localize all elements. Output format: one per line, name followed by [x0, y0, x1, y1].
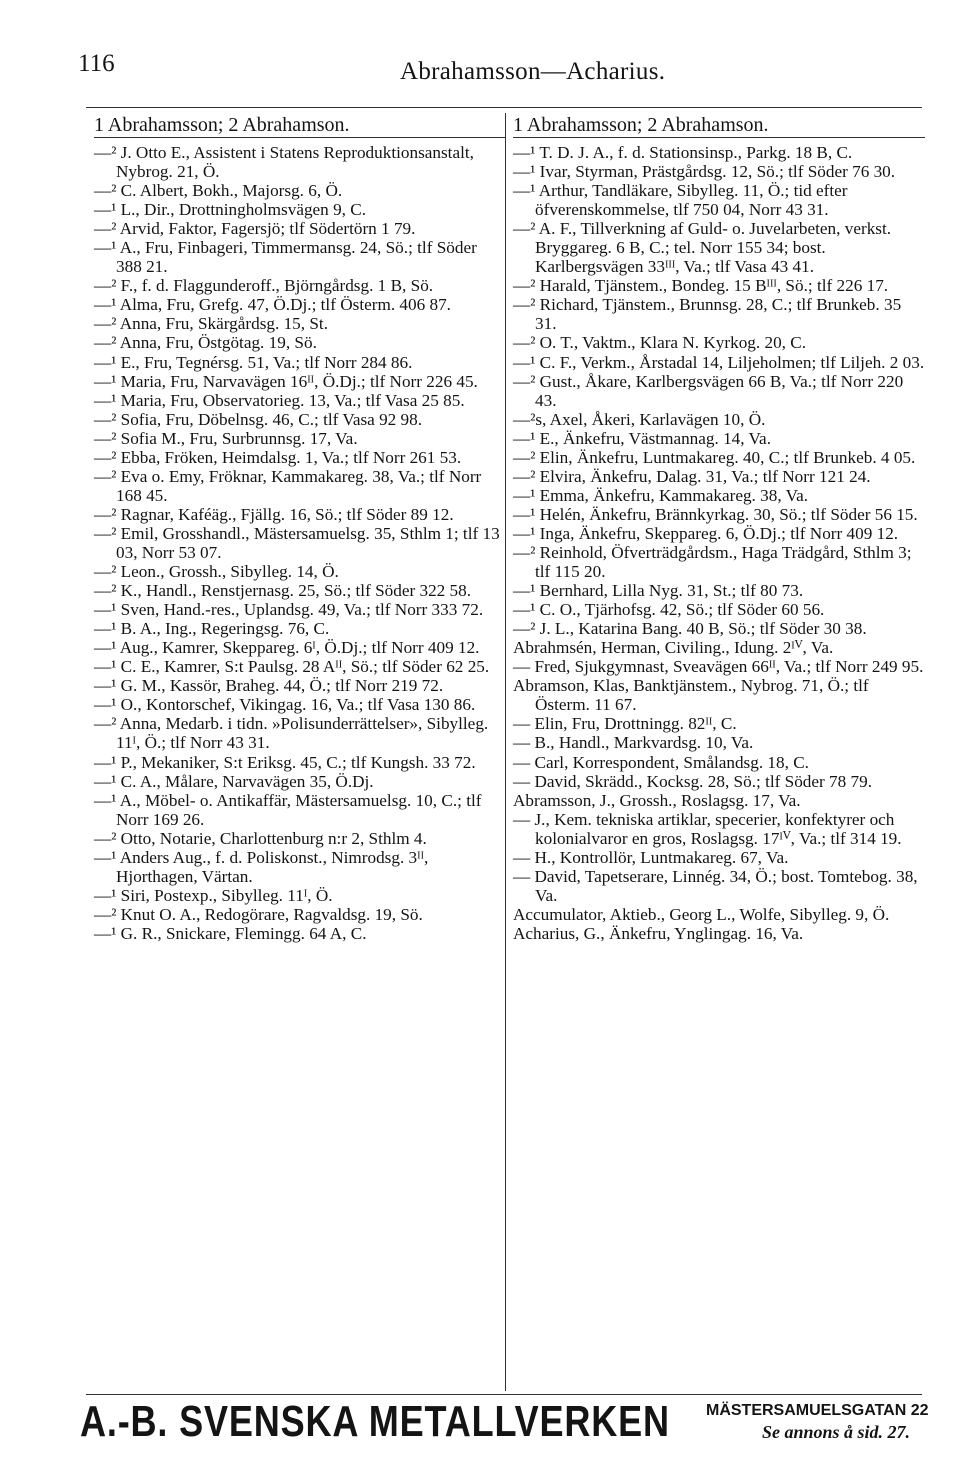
- directory-entry: —² Harald, Tjänstem., Bondeg. 15 Bᴵᴵᴵ, Sö.; tlf 226 17.: [513, 276, 889, 296]
- footer-rule: [86, 1394, 922, 1395]
- directory-entry: —¹ Emma, Änkefru, Kammakareg. 38, Va.: [513, 485, 809, 505]
- directory-entry: —¹ B. A., Ing., Regeringsg. 76, C.: [94, 619, 330, 639]
- directory-entry: — Fred, Sjukgymnast, Sveavägen 66ᴵᴵ, Va.; tlf Norr 249 95.: [513, 657, 924, 677]
- advertisement-banner: [80, 1398, 930, 1448]
- directory-entry: —¹ Sven, Hand.-res., Uplandsg. 49, Va.; tlf Norr 333 72.: [94, 600, 484, 620]
- directory-entry: —² Ebba, Fröken, Heimdalsg. 1, Va.; tlf Norr 261 53.: [94, 447, 462, 467]
- directory-entry: —² Emil, Grosshandl., Mästersamuelsg. 35, Sthlm 1; tlf 13 03, Norr 53 07.: [94, 523, 500, 562]
- directory-entry: —² F., f. d. Flaggunderoff., Björngårdsg. 1 B, Sö.: [94, 276, 434, 296]
- directory-entry: Abrahmsén, Herman, Civiling., Idung. 2ᴵⱽ, Va.: [513, 638, 834, 658]
- directory-entry: —¹ Siri, Postexp., Sibylleg. 11ᴵ, Ö.: [94, 885, 333, 905]
- directory-entry: —² A. F., Tillverkning af Guld- o. Juvelarbeten, verkst. Bryggareg. 6 B, C.; tel. Norr 155 34; bost. Karlbergsvägen 33ᴵᴵᴵ, Va.; tlf Vasa 43 41.: [513, 219, 892, 277]
- header-rule: [86, 107, 922, 108]
- directory-entry: —¹ Anders Aug., f. d. Poliskonst., Nimrodsg. 3ᴵᴵ, Hjorthagen, Värtan.: [94, 847, 429, 886]
- advertiser-address: MÄSTERSAMUELSGATAN 22: [706, 1402, 929, 1419]
- directory-entry: —¹ Aug., Kamrer, Skeppareg. 6ᴵ, Ö.Dj.; tlf Norr 409 12.: [94, 638, 480, 658]
- directory-entry: — B., Handl., Markvardsg. 10, Va.: [513, 733, 754, 753]
- directory-entry: —² Elin, Änkefru, Luntmakareg. 40, C.; tlf Brunkeb. 4 05.: [513, 447, 916, 467]
- directory-entry: —¹ Maria, Fru, Observatorieg. 13, Va.; tlf Vasa 25 85.: [94, 390, 465, 410]
- directory-entry: —¹ G. R., Snickare, Flemingg. 64 A, C.: [94, 923, 367, 943]
- directory-entry: Abramson, Klas, Banktjänstem., Nybrog. 71, Ö.; tlf Österm. 11 67.: [513, 676, 869, 715]
- directory-entry: —² Eva o. Emy, Fröknar, Kammakareg. 38, Va.; tlf Norr 168 45.: [94, 466, 482, 505]
- directory-entry: —¹ Helén, Änkefru, Brännkyrkag. 30, Sö.; tlf Söder 56 15.: [513, 504, 918, 524]
- directory-entry: —¹ C. E., Kamrer, S:t Paulsg. 28 Aᴵᴵ, Sö.; tlf Söder 62 25.: [94, 657, 490, 677]
- directory-entry: —¹ L., Dir., Drottningholmsvägen 9, C.: [94, 200, 367, 220]
- directory-entry: —² Arvid, Faktor, Fagersjö; tlf Södertörn 1 79.: [94, 219, 416, 239]
- directory-entry: —² Anna, Fru, Östgötag. 19, Sö.: [94, 333, 317, 353]
- directory-entry: —¹ A., Fru, Finbageri, Timmermansg. 24, Sö.; tlf Söder 388 21.: [94, 238, 477, 277]
- directory-entry: —² Otto, Notarie, Charlottenburg n:r 2, Sthlm 4.: [94, 828, 427, 848]
- directory-entry: —¹ Inga, Änkefru, Skeppareg. 6, Ö.Dj.; tlf Norr 409 12.: [513, 523, 899, 543]
- directory-entry: —¹ G. M., Kassör, Braheg. 44, Ö.; tlf Norr 219 72.: [94, 676, 444, 696]
- directory-entry: — Elin, Fru, Drottningg. 82ᴵᴵ, C.: [513, 714, 737, 734]
- directory-entry: —¹ Bernhard, Lilla Nyg. 31, St.; tlf 80 73.: [513, 581, 804, 601]
- directory-entry: —² J. Otto E., Assistent i Statens Reproduktionsanstalt, Nybrog. 21, Ö.: [94, 143, 474, 182]
- directory-entry: —¹ O., Kontorschef, Vikingag. 16, Va.; tlf Vasa 130 86.: [94, 695, 476, 715]
- directory-entry: —² C. Albert, Bokh., Majorsg. 6, Ö.: [94, 181, 343, 201]
- directory-entry: —² Anna, Fru, Skärgårdsg. 15, St.: [94, 314, 329, 334]
- directory-entry: Abramsson, J., Grossh., Roslagsg. 17, Va.: [513, 790, 801, 810]
- directory-entry: —²s, Axel, Åkeri, Karlavägen 10, Ö.: [513, 409, 766, 429]
- directory-entry: — J., Kem. tekniska artiklar, specerier, konfektyrer och kolonialvaror en gros, Roslagsg. 17ᴵⱽ, Va.; tlf 314 19.: [513, 809, 902, 848]
- directory-entry: —² Reinhold, Öfverträdgårdsm., Haga Trädgård, Sthlm 3; tlf 115 20.: [513, 542, 912, 582]
- directory-entry: —¹ A., Möbel- o. Antikaffär, Mästersamuelsg. 10, C.; tlf Norr 169 26.: [94, 790, 482, 829]
- advertiser-name: A.-B. SVENSKA METALLVERKEN: [80, 1397, 670, 1446]
- directory-entry: —¹ Alma, Fru, Grefg. 47, Ö.Dj.; tlf Österm. 406 87.: [94, 295, 451, 315]
- directory-entry: Acharius, G., Änkefru, Ynglingag. 16, Va.: [513, 923, 804, 943]
- directory-entry: —² Ragnar, Kaféäg., Fjällg. 16, Sö.; tlf Söder 89 12.: [94, 504, 454, 524]
- directory-entry: — David, Skrädd., Kocksg. 28, Sö.; tlf Söder 78 79.: [513, 771, 873, 791]
- running-head: Abrahamsson—Acharius.: [400, 58, 666, 85]
- directory-entry: —² K., Handl., Renstjernasg. 25, Sö.; tlf Söder 322 58.: [94, 581, 472, 601]
- directory-entry: —¹ P., Mekaniker, S:t Eriksg. 45, C.; tlf Kungsh. 33 72.: [94, 752, 476, 772]
- page-number: 116: [78, 50, 115, 77]
- directory-entry: —¹ E., Fru, Tegnérsg. 51, Va.; tlf Norr 284 86.: [94, 352, 413, 372]
- directory-entry: —² Anna, Medarb. i tidn. »Polisunderrättelser», Sibylleg. 11ᴵ, Ö.; tlf Norr 43 31.: [94, 714, 489, 753]
- directory-entry: —² Leon., Grossh., Sibylleg. 14, Ö.: [94, 562, 339, 582]
- left-entry-list: [94, 143, 506, 943]
- directory-entry: —² O. T., Vaktm., Klara N. Kyrkog. 20, C.: [513, 333, 807, 353]
- directory-entry: —¹ Ivar, Styrman, Prästgårdsg. 12, Sö.; tlf Söder 76 30.: [513, 162, 896, 182]
- directory-entry: —² Gust., Åkare, Karlbergsvägen 66 B, Va.; tlf Norr 220 43.: [513, 371, 904, 410]
- directory-entry: —² J. L., Katarina Bang. 40 B, Sö.; tlf Söder 30 38.: [513, 619, 867, 639]
- directory-entry: — Carl, Korrespondent, Smålandsg. 18, C.: [513, 752, 809, 772]
- right-entry-list: [513, 143, 925, 943]
- directory-entry: —¹ T. D. J. A., f. d. Stationsinsp., Parkg. 18 B, C.: [513, 143, 853, 162]
- directory-entry: —² Sofia M., Fru, Surbrunnsg. 17, Va.: [94, 428, 358, 448]
- directory-entry: —¹ C. A., Målare, Narvavägen 35, Ö.Dj.: [94, 771, 374, 791]
- directory-entry: —¹ C. F., Verkm., Årstadal 14, Liljeholmen; tlf Liljeh. 2 03.: [513, 352, 925, 372]
- directory-entry: —¹ C. O., Tjärhofsg. 42, Sö.; tlf Söder 60 56.: [513, 600, 825, 620]
- right-column: [513, 114, 925, 943]
- directory-entry: —² Richard, Tjänstem., Brunnsg. 28, C.; tlf Brunkeb. 35 31.: [513, 295, 902, 334]
- directory-entry: — David, Tapetserare, Linnég. 34, Ö.; bost. Tomtebog. 38, Va.: [513, 866, 918, 905]
- column-divider: [505, 113, 506, 1391]
- directory-entry: —¹ Arthur, Tandläkare, Sibylleg. 11, Ö.; tid efter öfverenskommelse, tlf 750 04, Norr 43 31.: [513, 181, 848, 220]
- left-column-heading: 1 Abrahamsson; 2 Abrahamson.: [94, 114, 506, 138]
- directory-entry: —¹ Maria, Fru, Narvavägen 16ᴵᴵ, Ö.Dj.; tlf Norr 226 45.: [94, 371, 478, 391]
- directory-entry: —² Knut O. A., Redogörare, Ragvaldsg. 19, Sö.: [94, 904, 423, 924]
- right-column-heading: 1 Abrahamsson; 2 Abrahamson.: [513, 114, 925, 138]
- advertisement-reference: Se annons å sid. 27.: [762, 1422, 911, 1442]
- directory-entry: —² Sofia, Fru, Döbelnsg. 46, C.; tlf Vasa 92 98.: [94, 409, 423, 429]
- directory-entry: — H., Kontrollör, Luntmakareg. 67, Va.: [513, 847, 789, 867]
- directory-entry: Accumulator, Aktieb., Georg L., Wolfe, Sibylleg. 9, Ö.: [513, 904, 890, 924]
- left-column: [94, 114, 506, 943]
- directory-entry: —² Elvira, Änkefru, Dalag. 31, Va.; tlf Norr 121 24.: [513, 466, 871, 486]
- directory-entry: —¹ E., Änkefru, Västmannag. 14, Va.: [513, 428, 771, 448]
